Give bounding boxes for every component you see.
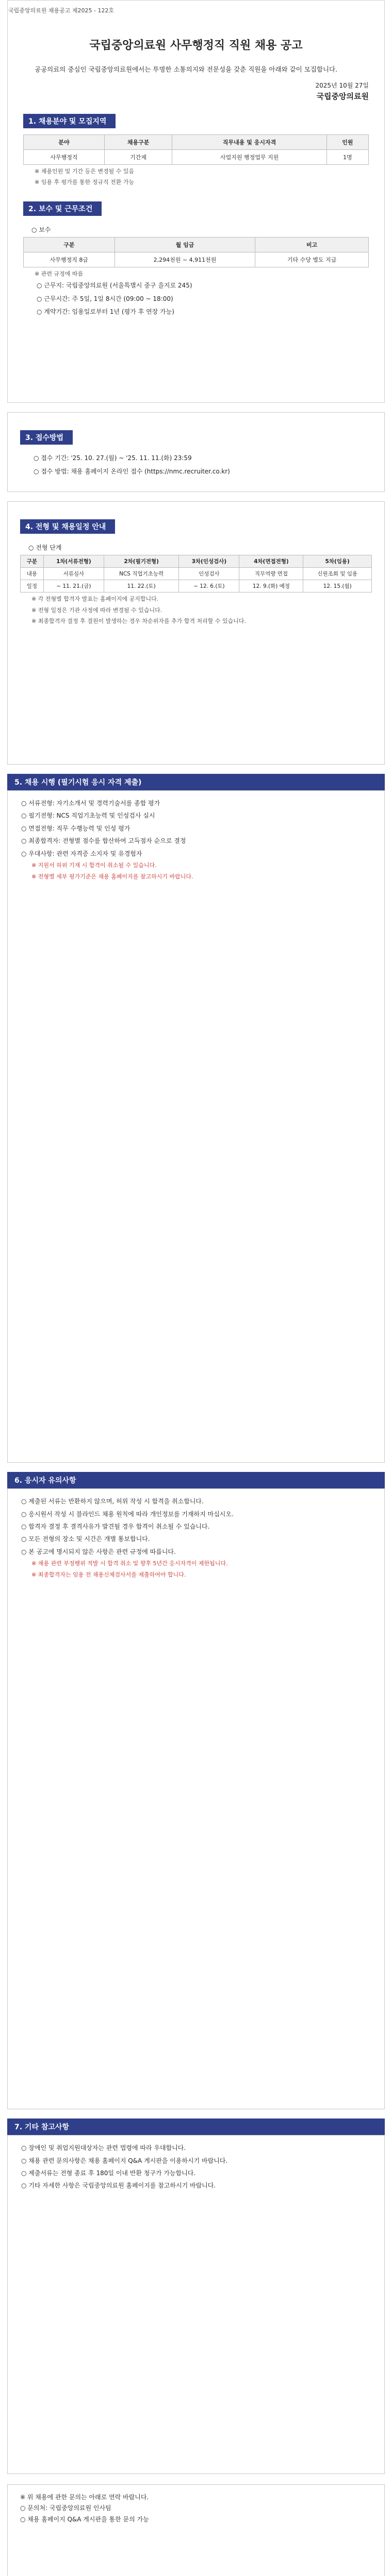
td-field: 사무행정직 [24, 149, 105, 164]
footer-line: ○ 채용 홈페이지 Q&A 게시판을 통한 문의 가능 [20, 2516, 149, 2523]
td-step: 11. 22.(토) [104, 580, 178, 592]
recruit-table [23, 134, 369, 165]
section-5-title: 5. 채용 시행 (필기시험 응시 자격 제출) [7, 774, 385, 790]
sec4-sub: ○ 전형 단계 [28, 544, 62, 552]
td-count: 1명 [326, 149, 368, 164]
td-type: 기간제 [104, 149, 172, 164]
intro-text: 공공의료의 중심인 국립중앙의료원에서는 투명한 소통의지와 전문성을 갖춘 직원을 아래와 같이 모집합니다. [35, 65, 338, 73]
td-grade: 사무행정직 8급 [24, 252, 115, 267]
td-step: 12. 9.(화) 예정 [239, 580, 303, 592]
sec6-red-note: ※ 채용 관련 부정행위 적발 시 합격 취소 및 향후 5년간 응시자격이 제한됩니다. [31, 1560, 228, 1567]
notice-number: 국립중앙의료원 채용공고 제2025 - 122호 [8, 7, 115, 14]
sec6-item: ○ 본 공고에 명시되지 않은 사항은 관련 규정에 따릅니다. [21, 1548, 176, 1555]
td-step: 직무역량 면접 [239, 568, 303, 580]
sec3-bullet: ○ 접수 기간: '25. 10. 27.(월) ~ '25. 11. 11.(화) 23:59 [34, 454, 192, 462]
footer-line: ○ 문의처: 국립중앙의료원 인사팀 [20, 2504, 111, 2512]
th-duty: 직무내용 및 응시자격 [172, 134, 326, 149]
section-5-box [7, 790, 385, 1463]
sec4-note: ※ 최종합격자 결정 후 결원이 발생하는 경우 차순위자를 추가 합격 처리할 수 있습니다. [31, 618, 246, 625]
sec2-sub: ○ 보수 [31, 226, 51, 233]
intro-frame [7, 0, 385, 403]
th-step: 3차(인성검사) [179, 555, 239, 568]
sec7-item: ○ 제출서류는 전형 종료 후 180일 이내 반환 청구가 가능합니다. [21, 2170, 196, 2177]
td-step: 일정 [21, 580, 44, 592]
sec6-item: ○ 응시원서 작성 시 블라인드 채용 원칙에 따라 개인정보를 기재하지 마십시오. [21, 1510, 234, 1518]
td-step: NCS 직업기초능력 [104, 568, 178, 580]
sec2-note: ※ 관련 규정에 따름 [35, 270, 84, 277]
sec5-red-note: ※ 지원서 허위 기재 시 합격이 취소될 수 있습니다. [31, 861, 157, 869]
sec5-item: ○ 필기전형: NCS 직업기초능력 및 인성검사 실시 [21, 812, 155, 820]
pay-table [23, 237, 369, 267]
section-4-title: 4. 전형 및 채용일정 안내 [20, 519, 115, 534]
sec5-item: ○ 최종합격자: 전형별 점수를 합산하여 고득점자 순으로 결정 [21, 837, 186, 845]
section-1-title: 1. 채용분야 및 모집지역 [23, 114, 116, 128]
th-step: 1차(서류전형) [43, 555, 104, 568]
sec1-note2: ※ 임용 후 평가를 통한 정규직 전환 가능 [35, 179, 135, 186]
sec5-item: ○ 면접전형: 직무 수행능력 및 인성 평가 [21, 824, 130, 832]
section-3-title: 3. 접수방법 [20, 430, 73, 445]
td-remark: 기타 수당 별도 지급 [255, 252, 369, 267]
sec2-bullet: ○ 근무시간: 주 5일, 1일 8시간 (09:00 ~ 18:00) [37, 295, 173, 302]
th-step: 2차(필기전형) [104, 555, 178, 568]
td-step: 인성검사 [179, 568, 239, 580]
sec7-item: ○ 채용 관련 문의사항은 채용 홈페이지 Q&A 게시판을 이용하시기 바랍니다. [21, 2157, 228, 2164]
sec7-item: ○ 기타 자세한 사항은 국립중앙의료원 홈페이지를 참고하시기 바랍니다. [21, 2182, 216, 2190]
th-step: 구분 [21, 555, 44, 568]
td-step: 12. 15.(월) [303, 580, 372, 592]
sec5-list [20, 798, 372, 859]
sec5-item: ○ 우대사항: 관련 자격증 소지자 및 유경험자 [21, 850, 142, 857]
schedule-table [20, 555, 372, 592]
sec6-item: ○ 제출된 서류는 반환하지 않으며, 허위 작성 시 합격을 취소합니다. [21, 1498, 204, 1505]
th-step: 5차(임용) [303, 555, 372, 568]
sec6-list [20, 1496, 372, 1557]
section-7-title: 7. 기타 참고사항 [7, 2119, 385, 2135]
th-type: 채용구분 [104, 134, 172, 149]
sec5-red-note: ※ 전형별 세부 평가기준은 채용 홈페이지를 참고하시기 바랍니다. [31, 873, 193, 880]
org-name: 국립중앙의료원 [316, 91, 369, 101]
section-2-title: 2. 보수 및 근무조건 [23, 201, 102, 216]
sec6-item: ○ 모든 전형의 장소 및 시간은 개별 통보합니다. [21, 1535, 150, 1543]
section-4-box [7, 501, 385, 765]
sec7-list [20, 2143, 372, 2191]
sec4-note: ※ 전형 일정은 기관 사정에 따라 변경될 수 있습니다. [31, 606, 162, 614]
sec1-note: ※ 채용인원 및 기간 등은 변경될 수 있음 [35, 167, 135, 175]
th-remark: 비고 [255, 237, 369, 252]
th-pay: 월 임금 [115, 237, 255, 252]
sec5-item: ○ 서류전형: 자기소개서 및 경력기술서를 종합 평가 [21, 800, 160, 807]
th-step: 4차(면접전형) [239, 555, 303, 568]
td-duty: 사업지원 행정업무 지원 [172, 149, 326, 164]
sec4-note: ※ 각 전형별 합격자 발표는 홈페이지에 공지합니다. [31, 596, 159, 603]
section-7-box [7, 2135, 385, 2474]
th-field: 분야 [24, 134, 105, 149]
sec6-item: ○ 합격자 결정 후 결격사유가 발견될 경우 합격이 취소될 수 있습니다. [21, 1522, 210, 1530]
sec7-item: ○ 장애인 및 취업지원대상자는 관련 법령에 따라 우대합니다. [21, 2144, 186, 2152]
section-6-box [7, 1488, 385, 2109]
sec2-bullet: ○ 계약기간: 임용일로부터 1년 (평가 후 연장 가능) [37, 308, 174, 316]
sec3-bullet: ○ 접수 방법: 채용 홈페이지 온라인 접수 (https://nmc.recruiter.co.kr) [34, 467, 230, 475]
page-title: 국립중앙의료원 사무행정직 직원 채용 공고 [89, 39, 303, 52]
footer-line: ※ 위 채용에 관한 문의는 아래로 연락 바랍니다. [20, 2493, 149, 2501]
sec6-red-note: ※ 최종합격자는 임용 전 채용신체검사서를 제출하여야 합니다. [31, 1571, 186, 1578]
footer-box [7, 2484, 385, 2576]
td-step: ~ 11. 21.(금) [43, 580, 104, 592]
date: 2025년 10월 27일 [315, 81, 369, 89]
td-step: 신원조회 및 임용 [303, 568, 372, 580]
td-step: ~ 12. 6.(토) [179, 580, 239, 592]
th-count: 인원 [326, 134, 368, 149]
td-pay: 2,294천원 ~ 4,911천원 [115, 252, 255, 267]
section-6-title: 6. 응시자 유의사항 [7, 1472, 385, 1488]
td-step: 내용 [21, 568, 44, 580]
section-3-box [7, 412, 385, 492]
sec2-bullet: ○ 근무지: 국립중앙의료원 (서울특별시 중구 을지로 245) [37, 282, 192, 290]
td-step: 서류심사 [43, 568, 104, 580]
th-grade: 구분 [24, 237, 115, 252]
